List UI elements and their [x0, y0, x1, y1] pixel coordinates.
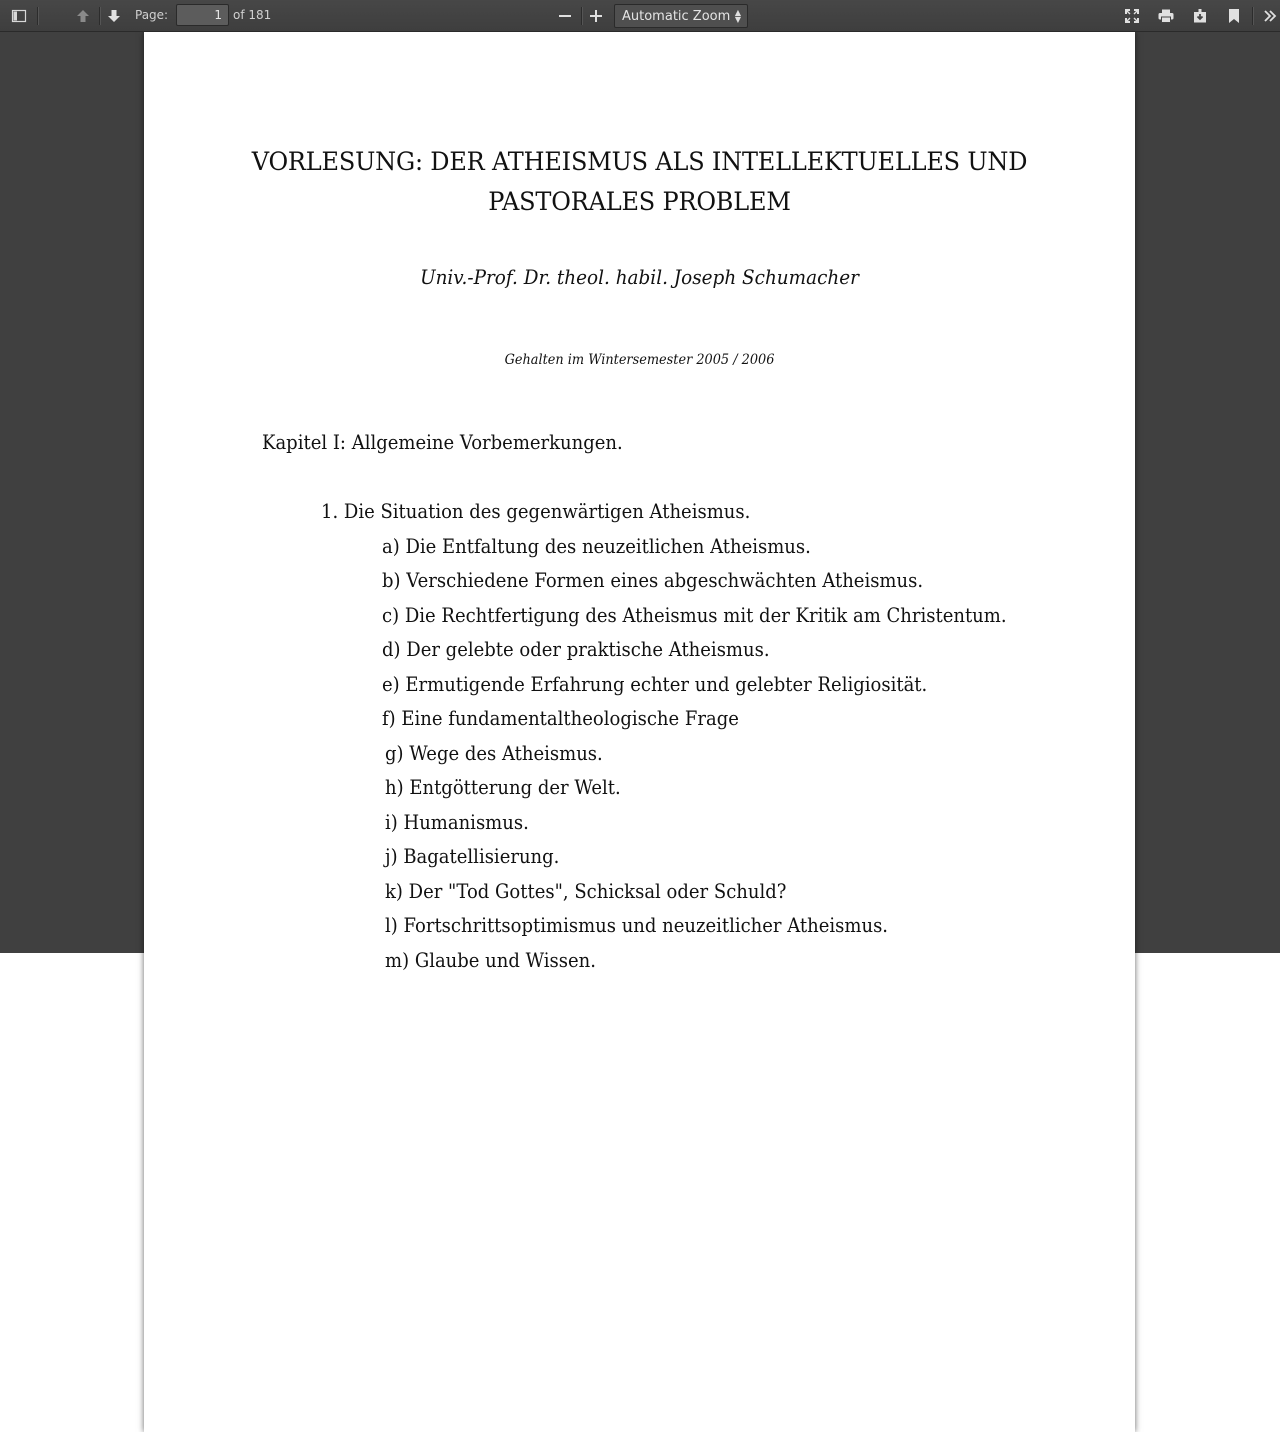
toolbar-separator	[37, 7, 38, 25]
outline-item-m: m) Glaube und Wissen.	[385, 948, 596, 972]
tools-icon[interactable]	[1260, 4, 1280, 28]
print-icon[interactable]	[1153, 4, 1179, 28]
pdf-page	[144, 32, 1135, 1432]
outline-item-j: j) Bagatellisierung.	[385, 844, 560, 868]
previous-page-icon[interactable]	[70, 4, 96, 28]
document-container[interactable]	[0, 32, 1280, 972]
chapter-heading: Kapitel I: Allgemeine Vorbemerkungen.	[262, 430, 623, 454]
chevron-updown-icon: ▲ ▼	[734, 8, 741, 24]
outline-item-c: c) Die Rechtfertigung des Atheismus mit der Kritik am Christentum.	[382, 603, 1007, 627]
outline-item-a: a) Die Entfaltung des neuzeitlichen Atheismus.	[382, 534, 811, 558]
presentation-mode-icon[interactable]	[1119, 4, 1145, 28]
sidebar-toggle-icon[interactable]	[6, 4, 32, 28]
document-title-line-1: VORLESUNG: DER ATHEISMUS ALS INTELLEKTUELLES UND	[251, 147, 1028, 176]
toolbar-separator	[1252, 7, 1253, 25]
document-title-line-2: PASTORALES PROBLEM	[488, 187, 791, 216]
outline-item-i: i) Humanismus.	[385, 810, 529, 834]
toolbar-separator	[99, 7, 100, 25]
zoom-in-icon[interactable]	[583, 4, 609, 28]
page-number-input[interactable]	[176, 4, 229, 26]
outline-item-g: g) Wege des Atheismus.	[385, 741, 603, 765]
zoom-select[interactable]	[614, 4, 748, 28]
page-label: Page:	[135, 8, 169, 22]
outline-item-e: e) Ermutigende Erfahrung echter und gelebter Religiosität.	[382, 672, 928, 696]
toolbar	[0, 0, 1280, 32]
section-heading: 1. Die Situation des gegenwärtigen Atheismus.	[321, 499, 751, 523]
outline-item-k: k) Der "Tod Gottes", Schicksal oder Schuld?	[385, 879, 787, 903]
zoom-select-value: Automatic Zoom	[622, 8, 731, 24]
document-author: Univ.-Prof. Dr. theol. habil. Joseph Schumacher	[420, 265, 859, 289]
download-icon[interactable]	[1187, 4, 1213, 28]
zoom-out-icon[interactable]	[552, 4, 578, 28]
outline-item-d: d) Der gelebte oder praktische Atheismus.	[382, 637, 770, 661]
bookmark-icon[interactable]	[1221, 4, 1247, 28]
document-semester: Gehalten im Wintersemester 2005 / 2006	[504, 352, 775, 368]
page-count: of 181	[233, 8, 272, 22]
outline-item-b: b) Verschiedene Formen eines abgeschwächten Atheismus.	[382, 568, 924, 592]
outline-item-f: f) Eine fundamentaltheologische Frage	[382, 706, 739, 730]
toolbar-separator	[581, 7, 582, 25]
next-page-icon[interactable]	[101, 4, 127, 28]
outline-item-h: h) Entgötterung der Welt.	[385, 775, 621, 799]
outline-item-l: l) Fortschrittsoptimismus und neuzeitlicher Atheismus.	[385, 913, 889, 937]
